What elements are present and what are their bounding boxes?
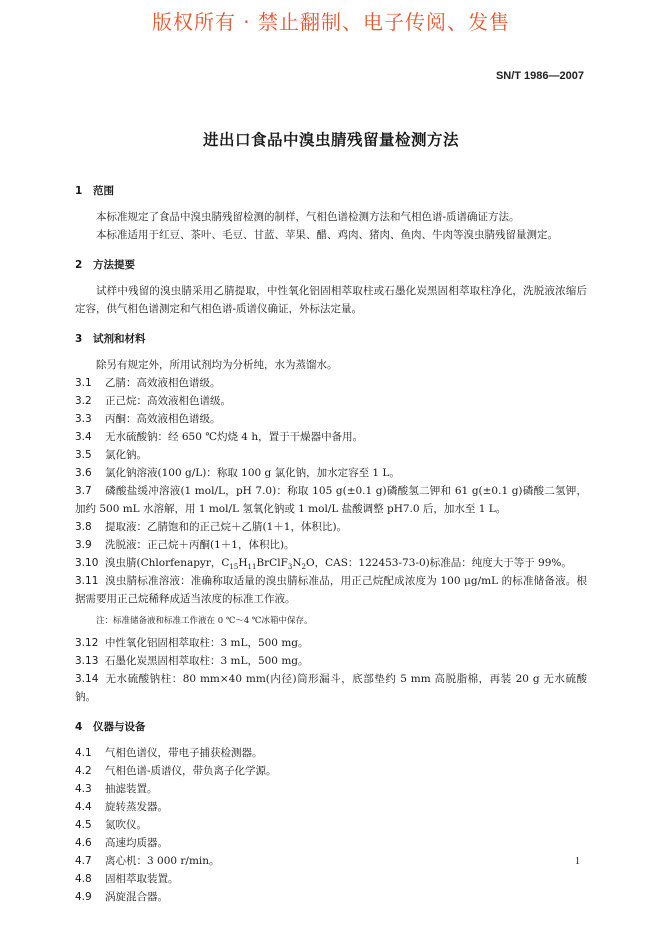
item-number: 3.13: [75, 655, 99, 667]
item-number: 4.7: [75, 855, 92, 867]
list-item: [75, 410, 587, 428]
item-number: 3.4: [75, 431, 92, 443]
item-text: 洗脱液：正己烷＋丙酮(1＋1，体积比)。: [105, 539, 295, 551]
list-item: [75, 798, 587, 816]
page-number: 1: [575, 856, 580, 867]
item-number: 3.7: [75, 485, 92, 497]
item-text: 提取液：乙腈饱和的正己烷＋乙腈(1＋1，体积比)。: [105, 521, 348, 533]
list-item: [75, 536, 587, 554]
list-item: [75, 634, 587, 652]
item-text: 无水硫酸钠柱：80 mm×40 mm(内径)筒形漏斗，底部垫约 5 mm 高脱脂棉，再装 20 g 无水硫酸钠。: [75, 673, 587, 703]
item-number: 3.3: [75, 413, 92, 425]
item-text: 无水硫酸钠：经 650 ℃灼烧 4 h，置于干燥器中备用。: [105, 431, 364, 443]
paragraph: 试样中残留的溴虫腈采用乙腈提取，中性氧化铝固相萃取柱或石墨化炭黑固相萃取柱净化，洗脱液浓缩后定容，供气相色谱测定和气相色谱-质谱仪确证，外标法定量。: [75, 285, 587, 315]
section-heading-method-summary: [75, 256, 587, 274]
subscript: 2: [301, 563, 306, 572]
item-number: 4.6: [75, 837, 92, 849]
subscript: 11: [247, 563, 257, 572]
section-number: 1: [75, 185, 83, 197]
item-text: 旋转蒸发器。: [105, 801, 168, 813]
paragraph: 除另有规定外，所用试剂均为分析纯，水为蒸馏水。: [96, 359, 338, 371]
item-text: 磷酸盐缓冲溶液(1 mol/L，pH 7.0)：称取 105 g(±0.1 g)磷酸氢二钾和 61 g(±0.1 g)磷酸二氢钾，加约 500 mL 水溶解，用 1 mol/L 氢氧化钠或 1 mol/L 盐酸调整 pH7.0 后，加水至 1 L。: [75, 485, 587, 515]
item-number: 4.4: [75, 801, 92, 813]
item-text: 中性氧化铝固相萃取柱：3 mL，500 mg。: [105, 637, 309, 649]
item-text: 氮吹仪。: [105, 819, 147, 831]
list-item: [75, 834, 587, 852]
item-number: 3.5: [75, 449, 92, 461]
item-text: BrClF: [256, 557, 288, 569]
list-item: [75, 744, 587, 762]
item-text: 正己烷：高效液相色谱级。: [105, 395, 231, 407]
section-number: 2: [75, 259, 83, 271]
item-text: 石墨化炭黑固相萃取柱：3 mL，500 mg。: [105, 655, 309, 667]
item-number: 3.14: [75, 673, 99, 685]
item-number: 4.3: [75, 783, 92, 795]
item-number: 3.8: [75, 521, 92, 533]
item-number: 3.1: [75, 377, 92, 389]
item-text: 高速均质器。: [105, 837, 168, 849]
item-text: O，CAS：122453-73-0)标准品：纯度大于等于 99%。: [305, 557, 572, 569]
item-text: 气相色谱-质谱仪，带负离子化学源。: [105, 765, 277, 777]
list-item: [75, 816, 587, 834]
list-item: [75, 652, 587, 670]
list-item: [75, 870, 587, 888]
document-body: [75, 182, 587, 906]
list-item: [75, 762, 587, 780]
item-number: 3.10: [75, 557, 99, 569]
list-item: [75, 374, 587, 392]
subscript: 3: [287, 563, 293, 572]
item-text: 氯化钠溶液(100 g/L)：称取 100 g 氯化钠，加水定容至 1 L。: [105, 467, 400, 479]
list-item: [75, 446, 587, 464]
list-item: [75, 780, 587, 798]
item-number: 4.9: [75, 891, 92, 903]
document-number: SN/T 1986—2007: [495, 70, 584, 82]
item-text: 固相萃取装置。: [105, 873, 179, 885]
list-item: [75, 670, 587, 706]
section-title: 方法提要: [93, 259, 135, 271]
subscript: 15: [229, 563, 239, 572]
list-item: [75, 572, 587, 608]
list-item: [75, 464, 587, 482]
note: 注：标准储备液和标准工作液在 0 ℃～4 ℃冰箱中保存。: [96, 616, 313, 626]
paragraph: 本标准规定了食品中溴虫腈残留检测的制样，气相色谱检测方法和气相色谱-质谱确证方法。: [96, 211, 520, 223]
list-item: [75, 482, 587, 518]
section-number: 3: [75, 333, 83, 345]
item-text: N: [292, 557, 302, 569]
item-number: 4.5: [75, 819, 92, 831]
item-text: 丙酮：高效液相色谱级。: [105, 413, 221, 425]
item-number: 3.12: [75, 637, 99, 649]
item-text: H: [238, 557, 248, 569]
section-heading-reagents: [75, 330, 587, 348]
item-number: 3.9: [75, 539, 92, 551]
item-text: 溴虫腈(Chlorfenapyr，C: [105, 557, 230, 569]
list-item: [75, 888, 587, 906]
list-item-standard: [75, 554, 587, 572]
section-heading-scope: [75, 182, 587, 200]
item-text: 氯化钠。: [105, 449, 147, 461]
item-text: 乙腈：高效液相色谱级。: [105, 377, 221, 389]
item-text: 抽滤装置。: [105, 783, 158, 795]
list-item: [75, 392, 587, 410]
item-number: 3.11: [75, 575, 99, 587]
section-title: 范围: [93, 185, 114, 197]
section-number: 4: [75, 721, 83, 733]
list-item: [75, 428, 587, 446]
item-number: 4.1: [75, 747, 92, 759]
item-text: 离心机：3 000 r/min。: [105, 855, 220, 867]
paragraph: 本标准适用于红豆、茶叶、毛豆、甘蓝、苹果、醋、鸡肉、猪肉、鱼肉、牛肉等溴虫腈残留量测定。: [96, 229, 558, 241]
item-number: 3.6: [75, 467, 92, 479]
item-text: 气相色谱仪，带电子捕获检测器。: [105, 747, 263, 759]
item-number: 3.2: [75, 395, 92, 407]
list-item: [75, 852, 587, 870]
list-item: [75, 518, 587, 536]
section-heading-instruments: [75, 718, 587, 736]
item-text: 溴虫腈标准溶液：准确称取适量的溴虫腈标准品，用正己烷配成浓度为 100 μg/mL 的标准储备液。根据需要用正己烷稀释成适当浓度的标准工作液。: [75, 575, 587, 605]
item-number: 4.2: [75, 765, 92, 777]
copyright-watermark: 版权所有 · 禁止翻制、电子传阅、发售: [151, 10, 511, 34]
item-number: 4.8: [75, 873, 92, 885]
section-title: 仪器与设备: [93, 721, 146, 733]
section-title: 试剂和材料: [93, 333, 146, 345]
document-title: 进出口食品中溴虫腈残留量检测方法: [202, 131, 459, 149]
item-text: 涡旋混合器。: [105, 891, 168, 903]
